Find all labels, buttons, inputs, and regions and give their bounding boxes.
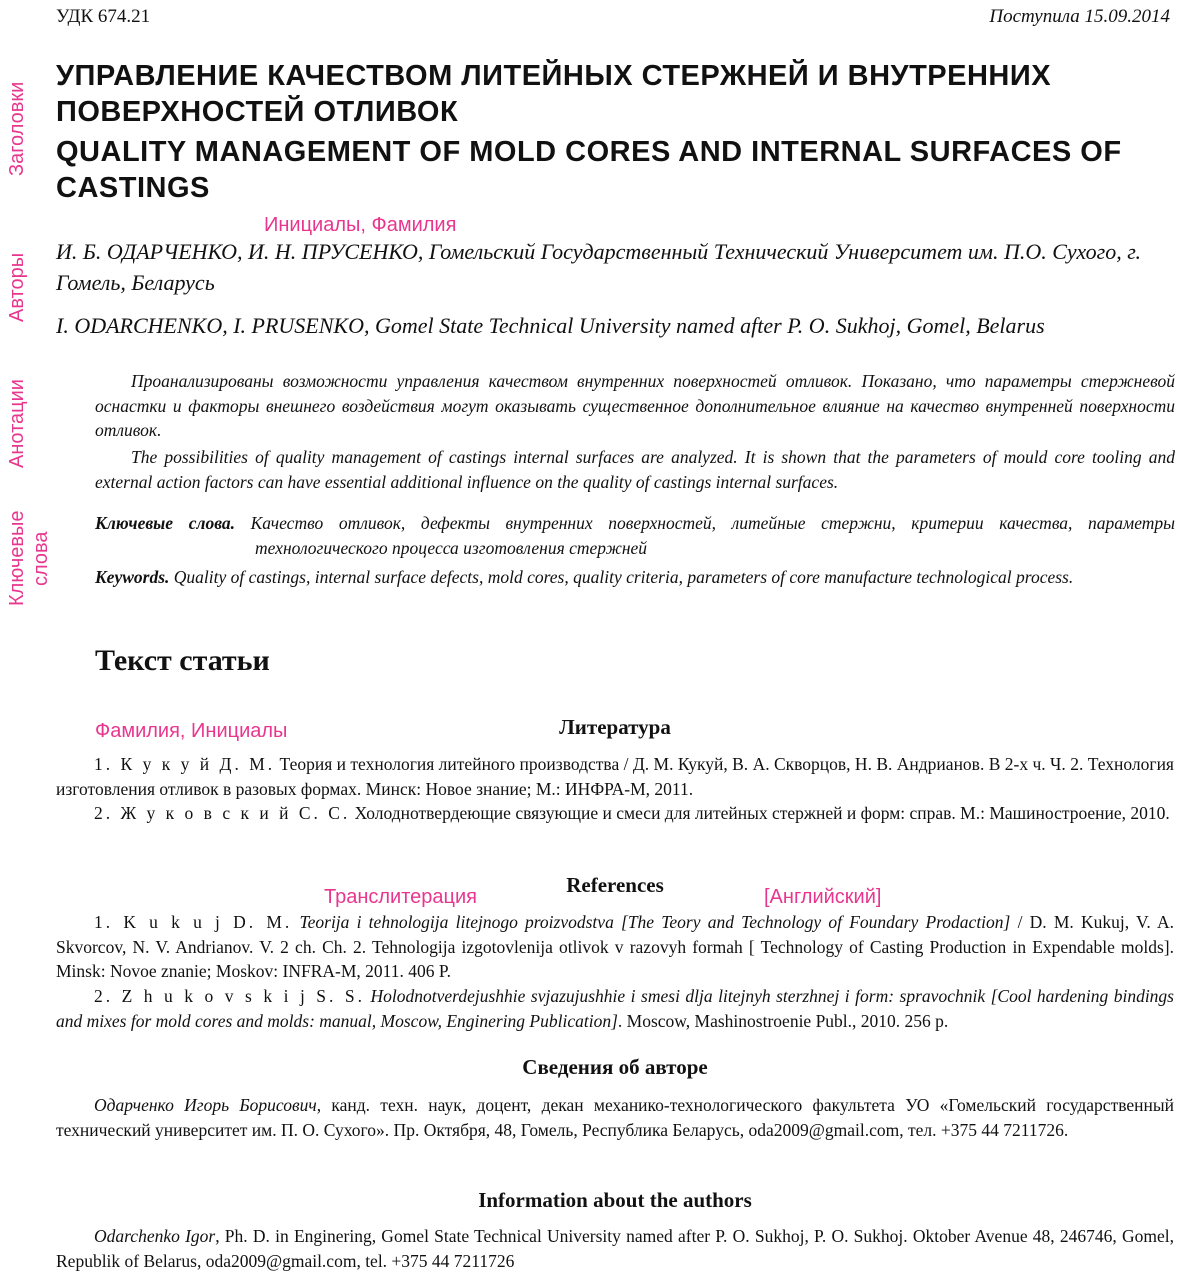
udk-code: УДК 674.21 xyxy=(56,6,151,27)
keywords-ru-label: Ключевые слова. xyxy=(95,513,236,533)
authors-en: I. ODARCHENKO, I. PRUSENKO, Gomel State Technical University named after P. O. Sukhoj, Gomel, Belarus xyxy=(56,313,1045,338)
title-en: QUALITY MANAGEMENT OF MOLD CORES AND INTERNAL SURFACES OF CASTINGS xyxy=(56,136,1122,204)
keywords-en xyxy=(95,565,1175,590)
received-date: Поступила 15.09.2014 xyxy=(989,6,1170,27)
author-info-en-name: Odarchenko Igor xyxy=(94,1226,216,1246)
literature-item-1 xyxy=(56,752,1174,801)
keywords-en-label: Keywords. xyxy=(95,567,170,587)
side-label-authors: Авторы xyxy=(6,252,28,322)
abstract-en: The possibilities of quality management of castings internal surfaces are analyzed. It is shown that the parameters of mould core tooling and external action factors can have essential additional influence on the quality of castings internal surfaces. xyxy=(95,447,1175,492)
keywords-en-text: Quality of castings, internal surface defects, mold cores, quality criteria, parameters of core manufacture technological process. xyxy=(173,567,1074,587)
abstract-ru: Проанализированы возможности управления качеством внутренних поверхностей отливок. Показано, что параметры стержневой оснастки и факторы внешнего воздействия могут оказывать существенное дополнительное влияние на качество внутренней поверхности отливок. xyxy=(95,371,1175,440)
reference-item-1-title: Teorija i tehnologija litejnogo proizvodstva [The Teory and Technology of Foundary Prodaction] xyxy=(299,912,1011,932)
author-info-en xyxy=(56,1224,1174,1273)
side-label-annotations: Анотации xyxy=(6,379,28,468)
reference-item-1-author: 1. K u k u j D. M. xyxy=(94,912,293,932)
author-info-ru-name: Одарченко Игорь Борисович xyxy=(94,1095,317,1115)
side-label-headings: Заголовки xyxy=(6,81,28,176)
reference-item-2 xyxy=(56,984,1174,1033)
side-label-keywords-2: слова xyxy=(30,531,52,586)
references-heading: References xyxy=(566,873,664,897)
literature-heading: Литература xyxy=(559,715,671,739)
note-surname-initials: Фамилия, Инициалы xyxy=(95,720,288,742)
reference-item-2-title: Holodnotverdejushhie svjazujushhie i smesi dlja litejnyh sterzhnej i form: spravochnik [Cool hardening bindings and mixes for mold cores and molds: manual, Moscow, Enginering Publication] xyxy=(56,986,1174,1031)
title-ru: УПРАВЛЕНИЕ КАЧЕСТВОМ ЛИТЕЙНЫХ СТЕРЖНЕЙ И ВНУТРЕННИХ ПОВЕРХНОСТЕЙ ОТЛИВОК xyxy=(56,60,1052,128)
keywords-ru xyxy=(95,511,1175,560)
note-english: [Английский] xyxy=(764,886,882,908)
literature-item-2-author: 2. Ж у к о в с к и й С. С. xyxy=(94,803,351,823)
author-info-ru-heading: Сведения об авторе xyxy=(522,1055,708,1079)
note-initials-surname: Инициалы, Фамилия xyxy=(264,214,457,236)
reference-item-1-rest: / D. M. Kukuj, V. A. Skvorcov, N. V. Andrianov. V. 2 ch. Ch. 2. Tehnologija izgotovlenija otlivok v razovyh formah [ Technology of Casting Production in Expendable molds]. Minsk: Novoe znanie; Moskov: INFRA-M, 2011. 406 P. xyxy=(56,912,1175,981)
author-info-ru xyxy=(56,1093,1174,1142)
literature-item-1-author: 1. К у к у й Д. М. xyxy=(94,754,276,774)
reference-item-1 xyxy=(56,910,1174,984)
keywords-ru-text: Качество отливок, дефекты внутренних поверхностей, литейные стержни, критерии качества, параметры технологического процесса изготовления стержней xyxy=(250,513,1175,558)
literature-item-2-text: Холоднотвердеющие связующие и смеси для литейных стержней и форм: справ. М.: Машиностроение, 2010. xyxy=(350,803,1170,823)
literature-item-1-text: Теория и технология литейного производства / Д. М. Кукуй, В. А. Скворцов, Н. В. Андрианов. В 2-х ч. Ч. 2. Технология изготовления отливок в разовых формах. Минск: Новое знание; М.: ИНФРА-М, 2011. xyxy=(56,754,1174,799)
author-info-en-text: , Ph. D. in Enginering, Gomel State Technical University named after P. O. Sukhoj, P. O. Sukhoj. Oktober Avenue 48, 246746, Gomel, Republik of Belarus, oda2009@gmail.com, tel. +375 44 7211726 xyxy=(56,1226,1174,1271)
author-info-ru-text: , канд. техн. наук, доцент, декан механико-технологического факультета УО «Гомельский государственный технический университет им. П. О. Сухого». Пр. Октября, 48, Гомель, Республика Беларусь, oda2009@gmail.com, тел. +375 44 7211726. xyxy=(56,1095,1174,1140)
reference-item-2-rest: . Moscow, Mashinostroenie Publ., 2010. 256 p. xyxy=(617,1010,949,1031)
reference-item-2-author: 2. Z h u k o v s k i j S. S. xyxy=(94,986,366,1006)
authors-ru: И. Б. ОДАРЧЕНКО, И. Н. ПРУСЕНКО, Гомельский Государственный Технический Университет им. П.О. Сухого, г. Гомель, Беларусь xyxy=(56,239,1141,295)
note-transliteration: Транслитерация xyxy=(324,886,477,908)
side-label-keywords-1: Ключевые xyxy=(6,510,28,606)
literature-item-2 xyxy=(56,801,1174,826)
article-text-heading: Текст статьи xyxy=(95,644,270,677)
author-info-en-heading: Information about the authors xyxy=(478,1188,752,1212)
